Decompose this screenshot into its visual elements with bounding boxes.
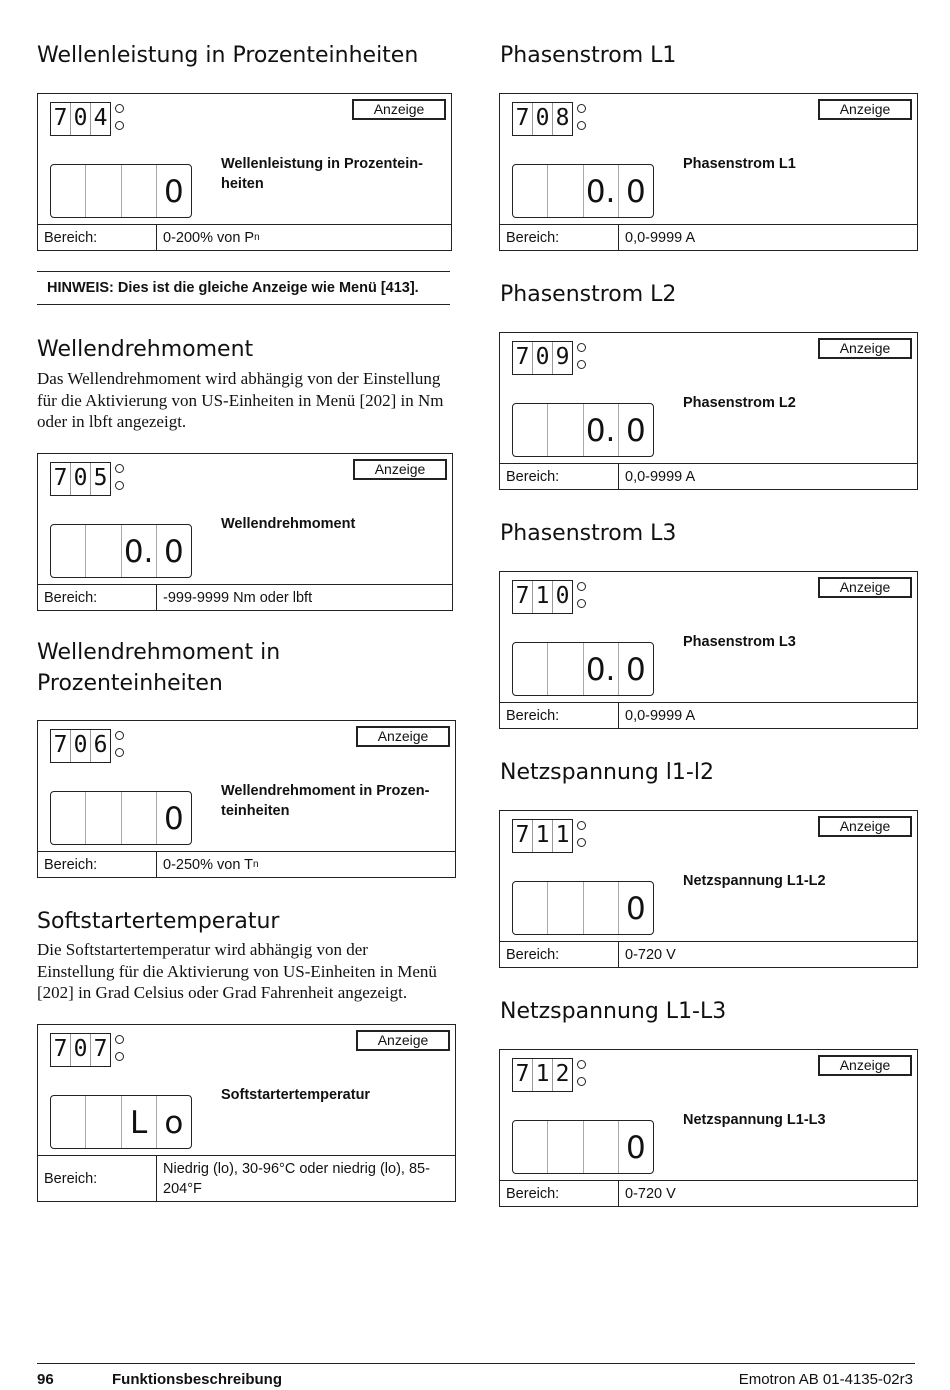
- range-row: [38, 851, 455, 877]
- range-row: [500, 1180, 917, 1206]
- menu-code: 7 1 0: [512, 580, 573, 614]
- param-box-707: [37, 1024, 456, 1202]
- anzeige-label: Anzeige: [818, 577, 912, 598]
- indicator-leds: [577, 821, 587, 855]
- indicator-leds: [115, 104, 125, 138]
- heading-711: Netzspannung l1-l2: [500, 760, 714, 785]
- footer-rule: [37, 1363, 915, 1364]
- parameter-name: Wellendrehmoment in Prozen-teinheiten: [221, 783, 430, 819]
- heading-709: Phasenstrom L2: [500, 282, 677, 307]
- anzeige-label: Anzeige: [352, 99, 446, 120]
- display-value: 0: [512, 881, 654, 935]
- heading-707: Softstartertemperatur: [37, 909, 280, 934]
- range-value: 0-720 V: [625, 1185, 676, 1202]
- parameter-name: Wellendrehmoment: [221, 516, 356, 532]
- range-row: [38, 224, 451, 250]
- range-row: [500, 702, 917, 728]
- range-value: 0-720 V: [625, 946, 676, 963]
- display-value: 0. 0: [50, 524, 192, 578]
- parameter-name: Wellenleistung in Prozentein-heiten: [221, 156, 423, 192]
- description-705: Das Wellendrehmoment wird abhängig von der Einstellung für die Aktivierung von US-Einheiten in Menü [202] in Nm oder in lbft angezeigt.: [37, 369, 444, 431]
- param-box-705: [37, 453, 453, 611]
- anzeige-label: Anzeige: [356, 726, 450, 747]
- menu-code: 7 0 7: [50, 1033, 111, 1067]
- indicator-leds: [577, 582, 587, 616]
- param-box-706: [37, 720, 456, 878]
- range-row: [500, 224, 917, 250]
- heading-710: Phasenstrom L3: [500, 521, 677, 546]
- anzeige-label: Anzeige: [818, 99, 912, 120]
- menu-code: 7 1 2: [512, 1058, 573, 1092]
- range-label: Bereich:: [500, 703, 619, 728]
- anzeige-label: Anzeige: [818, 1055, 912, 1076]
- range-label: Bereich:: [500, 225, 619, 250]
- menu-code: 7 0 4: [50, 102, 111, 136]
- indicator-leds: [115, 731, 125, 765]
- menu-code: 7 0 9: [512, 341, 573, 375]
- range-row: [38, 584, 452, 610]
- anzeige-label: Anzeige: [818, 338, 912, 359]
- range-label: Bereich:: [38, 1156, 157, 1201]
- param-box-710: [499, 571, 918, 729]
- anzeige-label: Anzeige: [353, 459, 447, 480]
- display-value: 0: [50, 791, 192, 845]
- range-label: Bereich:: [500, 942, 619, 967]
- document-id: Emotron AB 01-4135-02r3: [738, 1371, 913, 1388]
- parameter-name: Netzspannung L1-L2: [683, 873, 826, 889]
- menu-code: 7 0 8: [512, 102, 573, 136]
- param-box-704: [37, 93, 452, 251]
- display-value: 0: [50, 164, 192, 218]
- section-name: Funktionsbeschreibung: [112, 1371, 283, 1388]
- display-value: 0. 0: [512, 642, 654, 696]
- parameter-name: Netzspannung L1-L3: [683, 1112, 826, 1128]
- heading-706: Wellendrehmoment in Prozenteinheiten: [37, 640, 281, 696]
- display-value: L o: [50, 1095, 192, 1149]
- range-label: Bereich:: [38, 225, 157, 250]
- description-707: Die Softstartertemperatur wird abhängig von der Einstellung für die Aktivierung von US-Einheiten in Menü [202] in Grad Celsius oder Grad Fahrenheit angezeigt.: [37, 940, 437, 1002]
- range-label: Bereich:: [38, 585, 157, 610]
- param-box-708: [499, 93, 918, 251]
- range-value: 0,0-9999 A: [625, 229, 696, 246]
- menu-code: 7 1 1: [512, 819, 573, 853]
- range-label: Bereich:: [500, 464, 619, 489]
- heading-705: Wellendrehmoment: [37, 337, 254, 362]
- anzeige-label: Anzeige: [356, 1030, 450, 1051]
- range-value: 0,0-9999 A: [625, 468, 696, 485]
- display-value: 0. 0: [512, 403, 654, 457]
- indicator-leds: [577, 343, 587, 377]
- range-value: -999-9999 Nm oder lbft: [163, 589, 313, 606]
- page-number: 96: [37, 1371, 54, 1388]
- range-row: [500, 941, 917, 967]
- range-value: 0-250% von T n: [163, 856, 259, 873]
- range-value: 0,0-9999 A: [625, 707, 696, 724]
- display-value: 0. 0: [512, 164, 654, 218]
- parameter-name: Phasenstrom L1: [683, 156, 796, 172]
- note: HINWEIS: Dies ist die gleiche Anzeige wie Menü [413].: [37, 271, 450, 305]
- indicator-leds: [115, 1035, 125, 1069]
- menu-code: 7 0 6: [50, 729, 111, 763]
- parameter-name: Phasenstrom L3: [683, 634, 796, 650]
- param-box-711: [499, 810, 918, 968]
- anzeige-label: Anzeige: [818, 816, 912, 837]
- param-box-712: [499, 1049, 918, 1207]
- parameter-name: Phasenstrom L2: [683, 395, 796, 411]
- indicator-leds: [577, 104, 587, 138]
- range-value: 0-200% von P n: [163, 229, 260, 246]
- display-value: 0: [512, 1120, 654, 1174]
- parameter-name: Softstartertemperatur: [221, 1087, 371, 1103]
- menu-code: 7 0 5: [50, 462, 111, 496]
- range-label: Bereich:: [500, 1181, 619, 1206]
- range-value: Niedrig (lo), 30-96°C oder niedrig (lo), 85-204°F: [163, 1160, 430, 1197]
- heading-708: Phasenstrom L1: [500, 43, 677, 68]
- heading-712: Netzspannung L1-L3: [500, 999, 727, 1024]
- indicator-leds: [577, 1060, 587, 1094]
- indicator-leds: [115, 464, 125, 498]
- range-label: Bereich:: [38, 852, 157, 877]
- range-row: [500, 463, 917, 489]
- param-box-709: [499, 332, 918, 490]
- heading-704: Wellenleistung in Prozenteinheiten: [37, 43, 419, 68]
- range-row: [38, 1155, 455, 1201]
